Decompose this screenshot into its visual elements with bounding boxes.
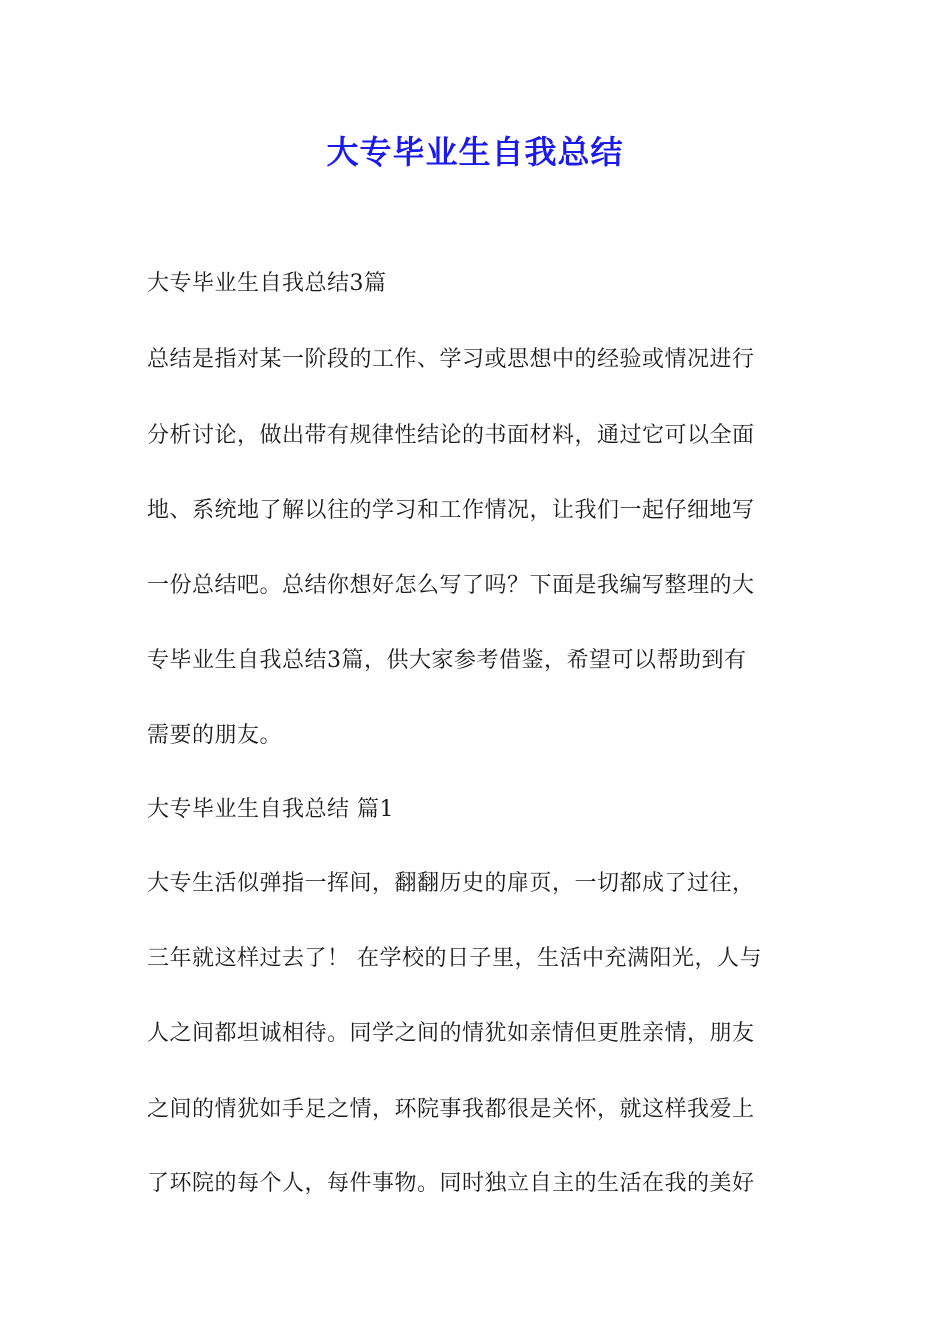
document-title: 大专毕业生自我总结 xyxy=(326,133,624,171)
subtitle-line: 大专毕业生自我总结3篇 xyxy=(147,271,387,296)
intro-line-5: 专毕业生自我总结3篇，供大家参考借鉴，希望可以帮助到有 xyxy=(147,648,747,673)
body-line-4: 之间的情犹如手足之情，环院事我都很是关怀，就这样我爱上 xyxy=(147,1097,755,1122)
intro-line-6: 需要的朋友。 xyxy=(147,723,283,748)
body-line-2: 三年就这样过去了！ 在学校的日子里，生活中充满阳光，人与 xyxy=(147,946,762,971)
body-line-1: 大专生活似弹指一挥间，翻翻历史的扉页，一切都成了过往， xyxy=(147,871,755,896)
intro-line-2: 分析讨论，做出带有规律性结论的书面材料，通过它可以全面 xyxy=(147,423,755,448)
section-heading: 大专毕业生自我总结 篇1 xyxy=(147,797,394,822)
intro-line-3: 地、系统地了解以往的学习和工作情况，让我们一起仔细地写 xyxy=(147,498,755,523)
body-line-5: 了环院的每个人，每件事物。同时独立自主的生活在我的美好 xyxy=(147,1171,755,1196)
intro-line-1: 总结是指对某一阶段的工作、学习或思想中的经验或情况进行 xyxy=(147,347,755,372)
body-line-3: 人之间都坦诚相待。同学之间的情犹如亲情但更胜亲情，朋友 xyxy=(147,1021,755,1046)
intro-line-4: 一份总结吧。总结你想好怎么写了吗？下面是我编写整理的大 xyxy=(147,573,755,598)
